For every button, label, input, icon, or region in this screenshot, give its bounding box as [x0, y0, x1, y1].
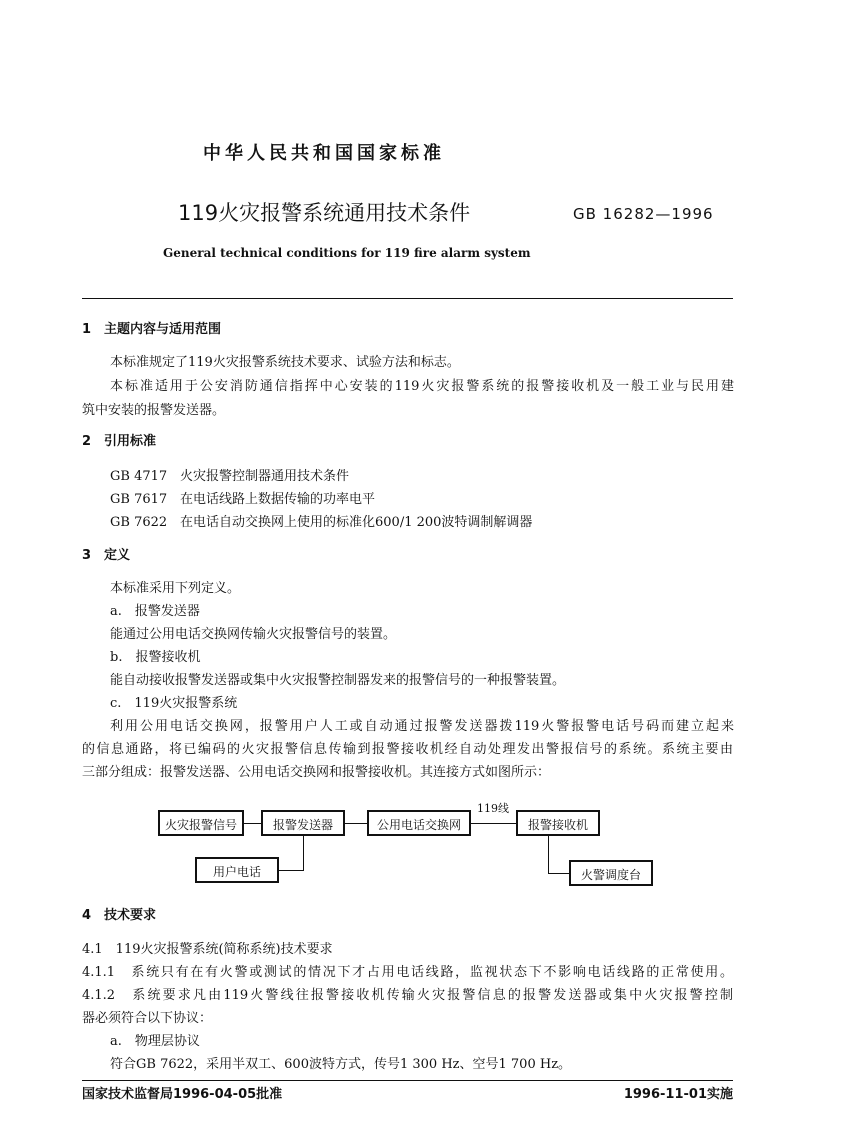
box-sender: 报警发送器: [261, 810, 345, 836]
clause: 4.1.1 系统只有在有火警或测试的情况下才占用电话线路，监视状态下不影响电话线路的正常使用。: [82, 965, 733, 980]
paragraph: 本标准适用于公安消防通信指挥中心安装的119火灾报警系统的报警接收机及一般工业与民用建: [110, 379, 734, 394]
box-receiver: 报警接收机: [516, 810, 600, 836]
definition-term: b. 报警接收机: [110, 650, 201, 665]
connector: [345, 823, 367, 824]
connector: [303, 836, 304, 870]
issuing-org: 中华人民共和国国家标准: [203, 143, 445, 164]
connector: [548, 873, 569, 874]
paragraph: 本标准规定了119火灾报警系统技术要求、试验方法和标志。: [110, 355, 460, 370]
section-2-heading: 2 引用标准: [82, 434, 157, 449]
box-console: 火警调度台: [569, 860, 653, 886]
section-3-heading: 3 定义: [82, 548, 131, 563]
definition-text: 三部分组成：报警发送器、公用电话交换网和报警接收机。其连接方式如图所示：: [82, 765, 551, 780]
ref-code: GB 7622: [110, 515, 168, 530]
ref-title: 在电话自动交换网上使用的标准化600/1 200波特调制解调器: [180, 515, 533, 530]
definition-text: 利用公用电话交换网，报警用户人工或自动通过报警发送器拨119火警报警电话号码而建立起来: [110, 719, 734, 734]
definition-text: 能自动接收报警发送器或集中火灾报警控制器发来的报警信号的一种报警装置。: [110, 673, 566, 688]
ref-title: 火灾报警控制器通用技术条件: [180, 469, 350, 484]
section-1-heading: 1 主题内容与适用范围: [82, 322, 222, 337]
ref-title: 在电话线路上数据传输的功率电平: [180, 492, 376, 507]
connector: [548, 836, 549, 873]
box-pstn: 公用电话交换网: [367, 810, 471, 836]
english-title: General technical conditions for 119 fire alarm system: [163, 246, 531, 260]
box-fire-signal: 火灾报警信号: [158, 810, 244, 836]
definition-term: c. 119火灾报警系统: [110, 696, 238, 711]
effective-date: 1996-11-01实施: [623, 1087, 733, 1102]
paragraph: 筑中安装的报警发送器。: [82, 403, 226, 418]
doc-title: 119火灾报警系统通用技术条件: [178, 201, 471, 225]
clause: a. 物理层协议: [110, 1034, 200, 1049]
box-user-phone: 用户电话: [195, 857, 279, 883]
line-label: 119线: [477, 802, 509, 815]
footer-rule: [82, 1080, 733, 1081]
header-rule: [82, 298, 733, 299]
standard-code: GB 16282—1996: [573, 205, 714, 223]
clause: 器必须符合以下协议：: [82, 1011, 213, 1026]
definition-text: 的信息通路，将已编码的火灾报警信息传输到报警接收机经自动处理发出警报信号的系统。系统主要由: [82, 742, 733, 757]
connector: [471, 823, 516, 824]
definition-term: a. 报警发送器: [110, 604, 200, 619]
connector: [279, 870, 304, 871]
ref-code: GB 7617: [110, 492, 168, 507]
connector: [244, 823, 261, 824]
definition-text: 能通过公用电话交换网传输火灾报警信号的装置。: [110, 627, 397, 642]
paragraph: 本标准采用下列定义。: [110, 581, 241, 596]
clause: 4.1 119火灾报警系统(简称系统)技术要求: [82, 942, 333, 957]
clause: 符合GB 7622，采用半双工、600波特方式，传号1 300 Hz、空号1 700 Hz。: [110, 1057, 572, 1072]
clause: 4.1.2 系统要求凡由119火警线往报警接收机传输火灾报警信息的报警发送器或集中火灾报警控制: [82, 988, 733, 1003]
approval-date: 国家技术监督局1996-04-05批准: [82, 1087, 283, 1102]
ref-code: GB 4717: [110, 469, 168, 484]
section-4-heading: 4 技术要求: [82, 908, 157, 923]
